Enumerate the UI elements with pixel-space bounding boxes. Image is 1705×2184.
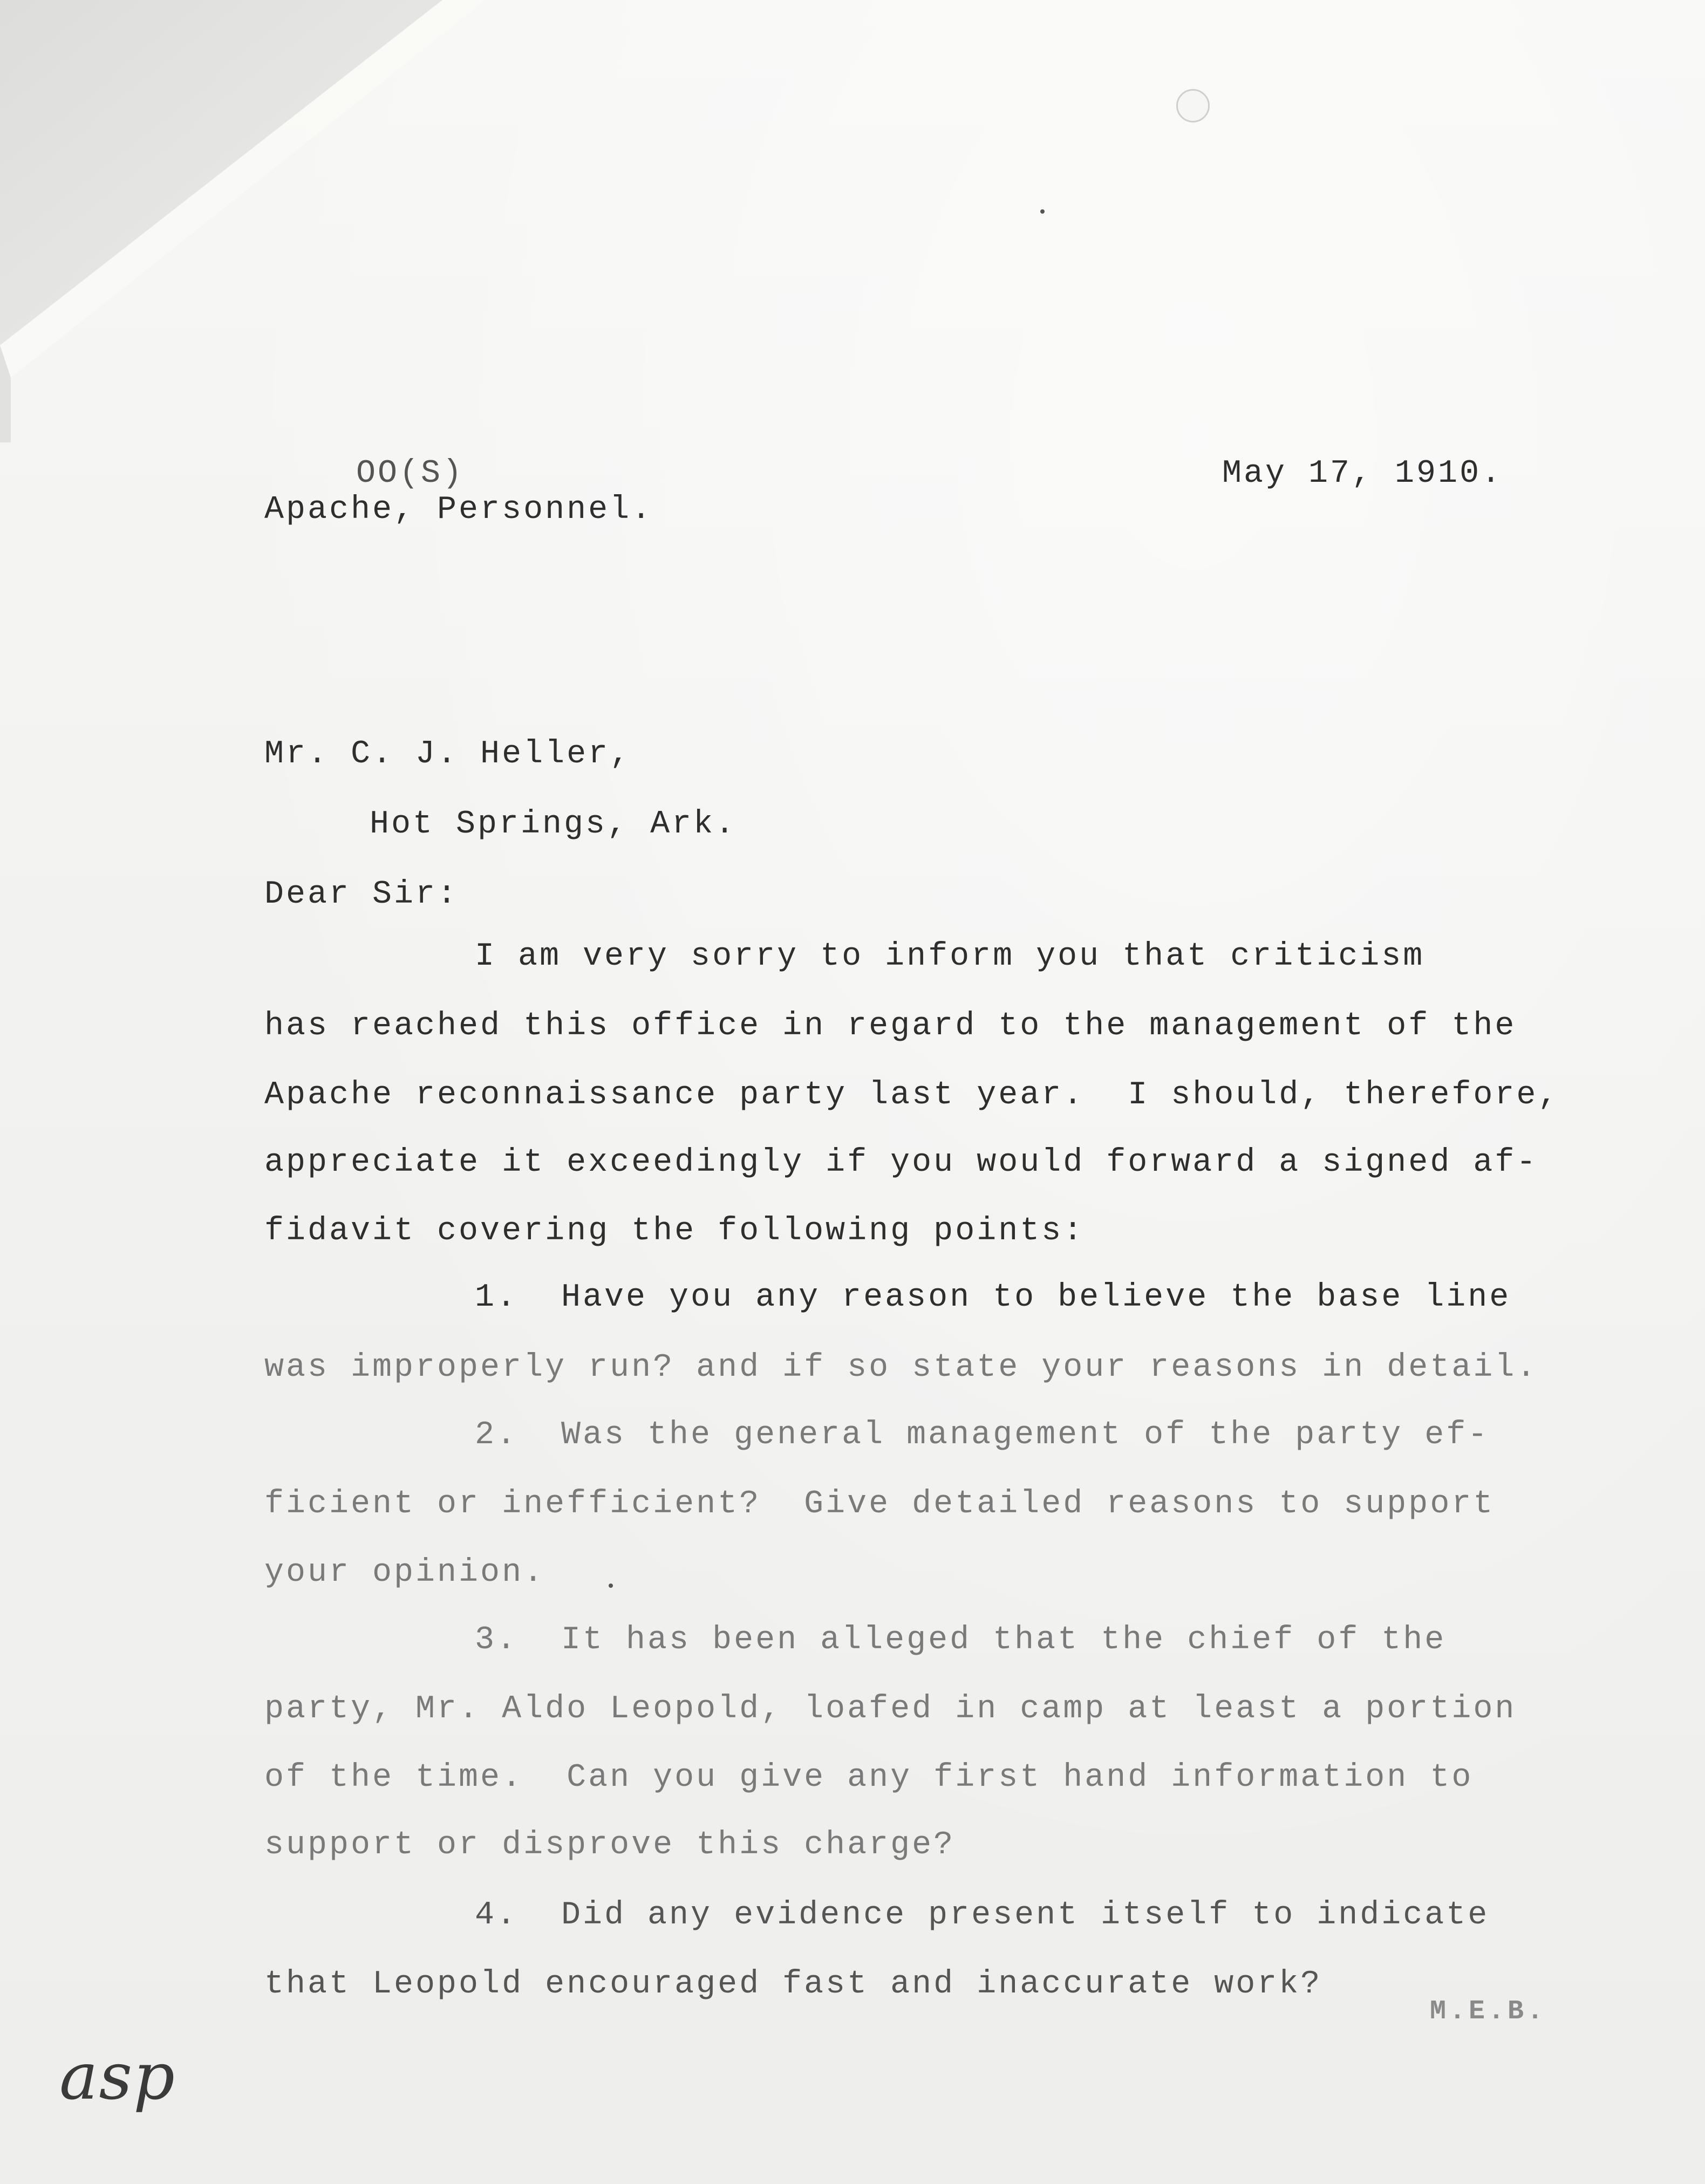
file-code: OO(S) — [356, 455, 465, 492]
point-line: 3. It has been alleged that the chief of the — [475, 1622, 1447, 1659]
point-line: your opinion. — [264, 1554, 545, 1591]
body-line: I am very sorry to inform you that criticism — [475, 938, 1425, 975]
point-line: party, Mr. Aldo Leopold, loafed in camp at least a portion — [264, 1691, 1517, 1728]
body-line: fidavit covering the following points: — [264, 1213, 1085, 1250]
ink-speck — [1040, 209, 1045, 214]
punch-hole — [1176, 89, 1210, 122]
body-line: has reached this office in regard to the management of the — [264, 1008, 1517, 1045]
letter-date: May 17, 1910. — [1222, 455, 1503, 492]
point-line: 2. Was the general management of the party ef- — [475, 1417, 1490, 1453]
recipient-name: Mr. C. J. Heller, — [264, 736, 632, 773]
body-line: appreciate it exceedingly if you would forward a signed af- — [264, 1144, 1538, 1181]
body-line: Apache reconnaissance party last year. I should, therefore, — [264, 1077, 1560, 1114]
point-line: 1. Have you any reason to believe the base line — [475, 1279, 1511, 1316]
point-line: ficient or inefficient? Give detailed reasons to support — [264, 1486, 1495, 1523]
recipient-address: Hot Springs, Ark. — [370, 806, 737, 843]
point-line: that Leopold encouraged fast and inaccurate work? — [264, 1966, 1322, 2003]
subject-line: Apache, Personnel. — [264, 492, 653, 528]
point-line: 4. Did any evidence present itself to indicate — [475, 1897, 1490, 1934]
handwritten-note: asp — [59, 2039, 176, 2114]
point-line: was improperly run? and if so state your reasons in detail. — [264, 1349, 1538, 1386]
typist-initials: M.E.B. — [1430, 1996, 1547, 2027]
point-line: of the time. Can you give any first hand information to — [264, 1759, 1474, 1796]
page-fold-shadow — [0, 0, 1705, 442]
salutation: Dear Sir: — [264, 876, 459, 913]
point-line: support or disprove this charge? — [264, 1827, 956, 1864]
ink-speck — [609, 1584, 613, 1588]
